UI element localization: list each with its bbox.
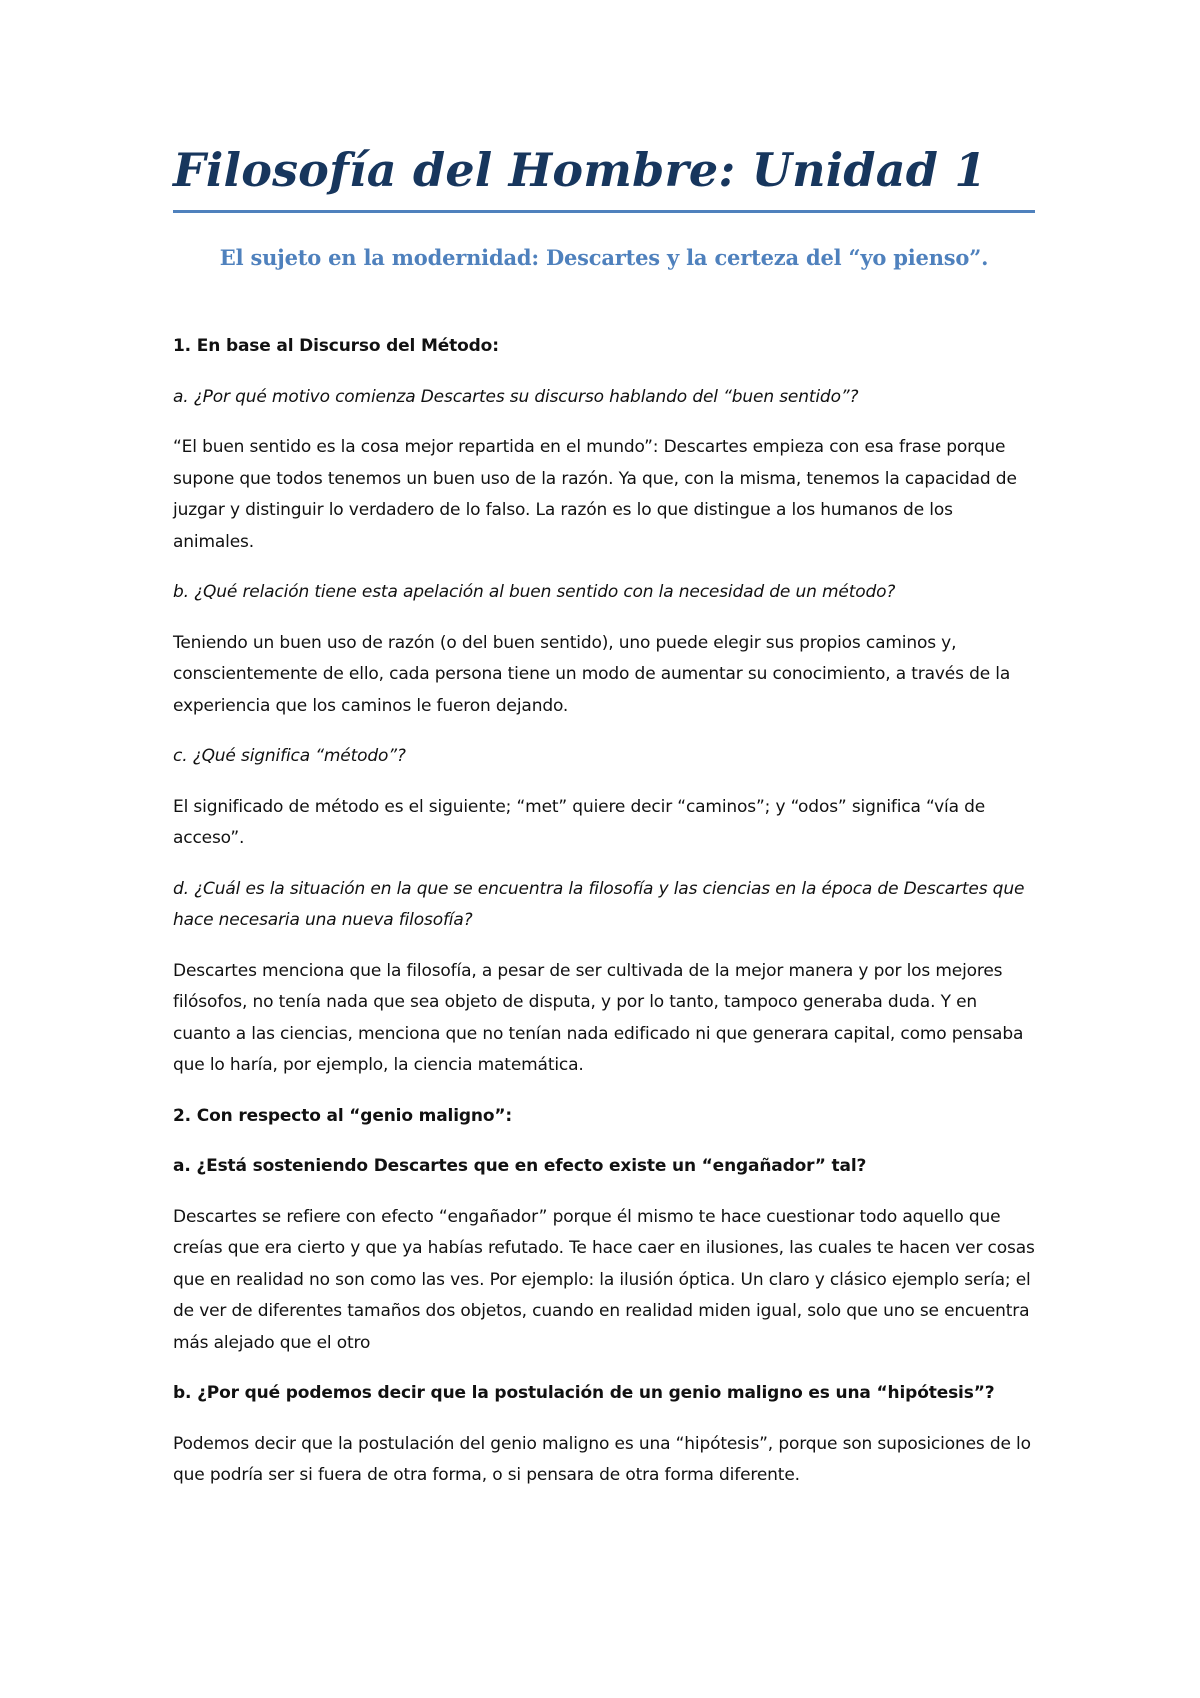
question-1c: c. ¿Qué significa “método”? xyxy=(173,746,406,766)
answer-1a: “El buen sentido es la cosa mejor repartida en el mundo”: Descartes empieza con esa frase porque supone que todos tenemos un buen uso de la razón. Ya que, con la misma, tenemos la capacidad de juzgar y distinguir lo verdadero de lo falso. La razón es lo que distingue a los humanos de los animales. xyxy=(173,437,1017,552)
answer-2a: Descartes se refiere con efecto “engañador” porque él mismo te hace cuestionar todo aquello que creías que era cierto y que ya habías refutado. Te hace caer en ilusiones, las cuales te hacen ver cosas que en realidad no son como las ves. Por ejemplo: la ilusión óptica. Un claro y clásico ejemplo sería; el de ver de diferentes tamaños dos objetos, cuando en realidad miden igual, solo que uno se encuentra más alejado que el otro xyxy=(173,1206,1035,1353)
document-subtitle: El sujeto en la modernidad: Descartes y la certeza del “yo pienso”. xyxy=(219,245,989,270)
section-heading-2: 2. Con respecto al “genio maligno”: xyxy=(173,1105,513,1126)
answer-1b: Teniendo un buen uso de razón (o del buen sentido), uno puede elegir sus propios caminos y, conscientemente de ello, cada persona tiene un modo de aumentar su conocimiento, a través de la experiencia que los caminos le fueron dejando. xyxy=(173,632,1011,716)
question-1b: b. ¿Qué relación tiene esta apelación al buen sentido con la necesidad de un método? xyxy=(173,582,896,602)
answer-2b: Podemos decir que la postulación del genio maligno es una “hipótesis”, porque son suposiciones de lo que podría ser si fuera de otra forma, o si pensara de otra forma diferente. xyxy=(173,1433,1031,1485)
answer-1c: El significado de método es el siguiente; “met” quiere decir “caminos”; y “odos” significa “vía de acceso”. xyxy=(173,796,986,848)
question-2b: b. ¿Por qué podemos decir que la postulación de un genio maligno es una “hipótesis”? xyxy=(173,1383,995,1403)
question-1a: a. ¿Por qué motivo comienza Descartes su discurso hablando del “buen sentido”? xyxy=(173,386,859,407)
document-content xyxy=(173,140,1035,1511)
section-heading-1: 1. En base al Discurso del Método: xyxy=(173,336,499,356)
title-underline-rule xyxy=(173,210,1035,213)
answer-1d: Descartes menciona que la filosofía, a pesar de ser cultivada de la mejor manera y por los mejores filósofos, no tenía nada que sea objeto de disputa, y por lo tanto, tampoco generaba duda. Y en cuanto a las ciencias, menciona que no tenían nada edificado ni que generara capital, como pensaba que lo haría, por ejemplo, la ciencia matemática. xyxy=(173,960,1024,1075)
document-title: Filosofía del Hombre: Unidad 1 xyxy=(173,143,987,197)
question-1d: d. ¿Cuál es la situación en la que se encuentra la filosofía y las ciencias en la época de Descartes que hace necesaria una nueva filosofía? xyxy=(173,878,1025,930)
question-2a: a. ¿Está sosteniendo Descartes que en efecto existe un “engañador” tal? xyxy=(173,1156,867,1176)
